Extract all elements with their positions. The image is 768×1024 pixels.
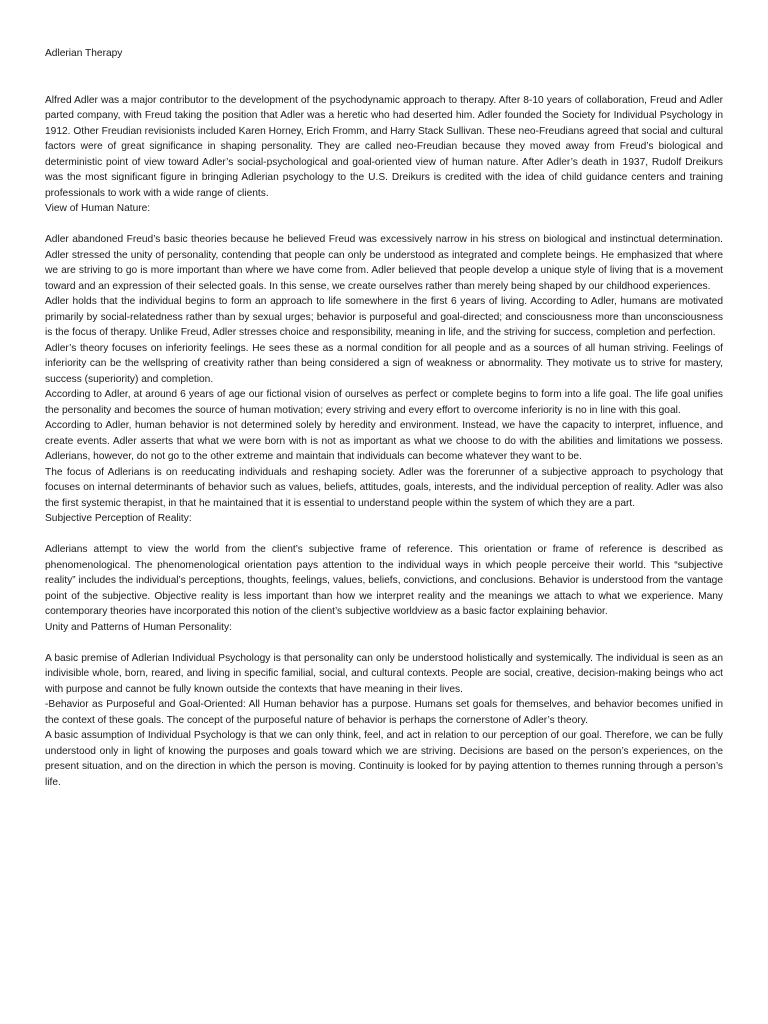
paragraph-intro: Alfred Adler was a major contributor to the development of the psychodynamic approach to therapy. After 8-10 years of collaboration, Freud and Adler parted company, with Freud taking the position that Adler was a heretic who had deserted him. Adler founded the Society for Individual Psychology in 1912. Other Freudian revisionists included Karen Horney, Erich Fromm, and Harry Stack Sullivan. These neo-Freudians agreed that social and cultural factors were of great significance in shaping personality. They are called neo-Freudian because they moved away from Freud’s biological and deterministic point of view toward Adler’s social-psychological and goal-oriented view of human nature. After Adler’s death in 1937, Rudolf Dreikurs was the most significant figure in bringing Adlerian psychology to the U.S. Dreikurs is credited with the idea of child guidance centers and training professionals to work with a wide range of clients. (45, 94, 723, 199)
section-heading-subjective-perception: Subjective Perception of Reality: (45, 513, 192, 524)
paragraph-purposeful-behavior: -Behavior as Purposeful and Goal-Oriented: All Human behavior has a purpose. Humans set goals for themselves, and behavior becomes unified in the context of these goals. The concept of the purposeful nature of behavior is perhaps the cornerstone of Adler’s theory. (45, 699, 723, 726)
paragraph-reeducating: The focus of Adlerians is on reeducating individuals and reshaping society. Adler was the forerunner of a subjective approach to psychology that focuses on internal determinants of behavior such as values, beliefs, attitudes, goals, interests, and the individual perception of reality. Adler was also the first systemic therapist, in that he maintained that it is essential to understand people within the system of which they are a part. (45, 466, 723, 509)
paragraph-subjective-perception: Adlerians attempt to view the world from the client’s subjective frame of reference. This orientation or frame of reference is described as phenomenological. The phenomenological orientation pays attention to the individual ways in which people perceive their world. This “subjective reality” includes the individual’s perceptions, thoughts, feelings, values, beliefs, convictions, and conclusions. Behavior is understood from the vantage point of the subjective. Objective reality is less important than how we interpret reality and the meanings we attach to what we experience. Many contemporary theories have incorporated this notion of the client’s subjective worldview as a basic factor explaining behavior. (45, 544, 723, 617)
paragraph-human-nature-2: Adler holds that the individual begins to form an approach to life somewhere in the first 6 years of living. According to Adler, humans are motivated primarily by social-relatedness rather than by sexual urges; behavior is purposeful and goal-directed; and consciousness more than unconsciousness is the focus of therapy. Unlike Freud, Adler stresses choice and responsibility, meaning in life, and the striving for success, completion and perfection. (45, 296, 723, 338)
document-title: Adlerian Therapy (45, 48, 123, 59)
section-heading-unity-patterns: Unity and Patterns of Human Personality: (45, 621, 232, 633)
paragraph-basic-assumption: A basic assumption of Individual Psychology is that we can only think, feel, and act in relation to our perception of our goal. Therefore, we can be fully understood only in light of knowing the purposes and goals toward which we are striving. Decisions are based on the person’s experiences, on the present situation, and on the direction in which the person is moving. Continuity is looked for by paying attention to themes running through a person’s life. (45, 730, 723, 788)
paragraph-life-goal: According to Adler, at around 6 years of age our fictional vision of ourselves as perfect or complete begins to form into a life goal. The life goal unifies the personality and becomes the source of human motivation; every striving and every effort to overcome inferiority is no in line with this goal. (45, 389, 723, 416)
section-heading-human-nature: View of Human Nature: (45, 203, 151, 214)
paragraph-human-nature-1: Adler abandoned Freud’s basic theories because he believed Freud was excessively narrow in his stress on biological and instinctual determination. Adler stressed the unity of personality, contending that people can only be understood as integrated and complete beings. He emphasized that where we are striving to go is more important than where we have come from. Adler believed that people develop a unique style of living that is a movement toward and an expression of their selected goals. In this sense, we create ourselves rather than merely being shaped by our childhood experiences. (45, 234, 723, 292)
paragraph-inferiority: Adler’s theory focuses on inferiority feelings. He sees these as a normal condition for all people and as a sources of all human striving. Feelings of inferiority can be the wellspring of creativity rather than being considered a sign of weakness or abnormality. They motivate us to strive for mastery, success (superiority) and completion. (45, 342, 723, 385)
paragraph-heredity: According to Adler, human behavior is not determined solely by heredity and environment. Instead, we have the capacity to interpret, influence, and create events. Adler asserts that what we were born with is not as important as what we choose to do with the abilities and limitations we possess. Adlerians, however, do not go to the other extreme and maintain that individuals can become whatever they want to be. (45, 420, 723, 462)
document-page (45, 46, 723, 790)
paragraph-unity-1: A basic premise of Adlerian Individual Psychology is that personality can only be understood holistically and systemically. The individual is seen as an indivisible whole, born, reared, and living in specific familial, social, and cultural contexts. People are social, creative, decision-making beings who act with purpose and cannot be fully known outside the contexts that have meaning in their lives. (45, 652, 723, 695)
